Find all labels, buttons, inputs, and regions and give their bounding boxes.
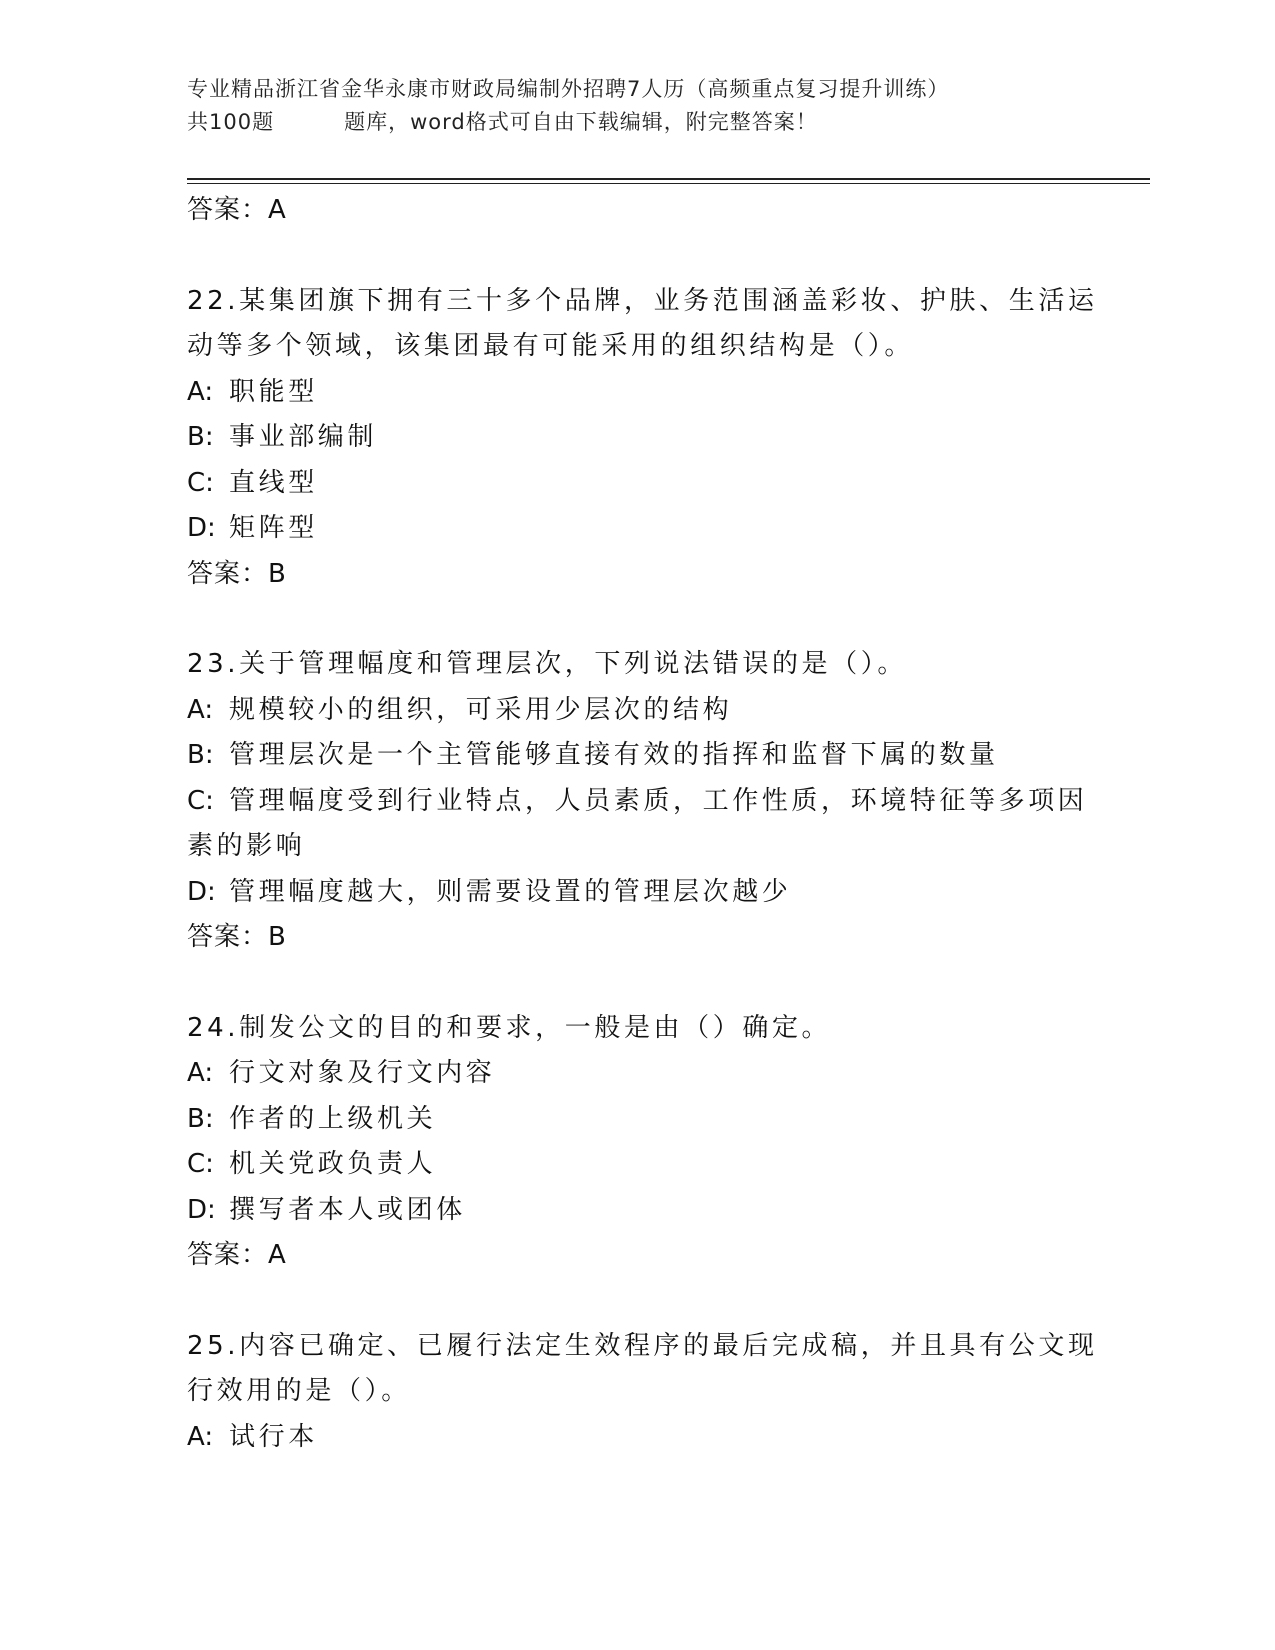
question-24-option-d bbox=[187, 1188, 1087, 1234]
option-text: 管理幅度受到行业特点，人员素质，工作性质，环境特征等多项因 bbox=[229, 785, 1088, 816]
option-letter: A: bbox=[187, 694, 214, 725]
header-divider-thin bbox=[187, 183, 1150, 184]
option-text: 试行本 bbox=[229, 1421, 318, 1452]
header-note: 题库，word格式可自由下载编辑，附完整答案！ bbox=[344, 110, 818, 134]
question-22-stem-1: 22.某集团旗下拥有三十多个品牌，业务范围涵盖彩妆、护肤、生活运 bbox=[187, 285, 1098, 316]
answer-23: 答案：B bbox=[187, 922, 287, 952]
question-24-option-c bbox=[187, 1142, 1087, 1188]
header-question-count: 共100题 bbox=[187, 110, 275, 134]
question-23-option-a bbox=[187, 688, 1087, 734]
question-23-option-c bbox=[187, 779, 1087, 825]
question-24-stem-1: 24.制发公文的目的和要求，一般是由（）确定。 bbox=[187, 1012, 832, 1043]
question-24-option-a bbox=[187, 1051, 1087, 1097]
option-text: 作者的上级机关 bbox=[229, 1103, 437, 1134]
option-text: 直线型 bbox=[229, 467, 318, 498]
question-22-option-d bbox=[187, 506, 1087, 552]
question-list bbox=[187, 188, 1098, 1460]
option-letter: B: bbox=[187, 740, 214, 770]
option-text: 管理幅度越大，则需要设置的管理层次越少 bbox=[229, 876, 792, 907]
option-text: 职能型 bbox=[229, 376, 318, 407]
question-25-stem-2: 行效用的是（）。 bbox=[187, 1376, 411, 1406]
option-text: 撰写者本人或团体 bbox=[229, 1194, 466, 1225]
option-letter: C: bbox=[187, 467, 214, 498]
option-letter: C: bbox=[187, 1149, 214, 1179]
answer-22: 答案：B bbox=[187, 558, 287, 589]
option-text: 机关党政负责人 bbox=[229, 1149, 437, 1179]
question-24-option-b bbox=[187, 1097, 1087, 1143]
option-letter: D: bbox=[187, 513, 216, 543]
answer-21: 答案：A bbox=[187, 195, 287, 225]
question-23-option-c-cont: 素的影响 bbox=[187, 831, 306, 861]
question-23-option-d bbox=[187, 870, 1087, 916]
option-letter: A: bbox=[187, 376, 214, 407]
option-letter: B: bbox=[187, 422, 214, 452]
question-22-stem-2: 动等多个领域，该集团最有可能采用的组织结构是（）。 bbox=[187, 331, 915, 361]
option-letter: C: bbox=[187, 785, 214, 816]
option-letter: D: bbox=[187, 876, 216, 907]
option-text: 矩阵型 bbox=[229, 513, 318, 543]
option-text: 行文对象及行文内容 bbox=[229, 1058, 496, 1088]
question-22-option-a bbox=[187, 370, 1087, 416]
question-23-option-b bbox=[187, 733, 1087, 779]
option-letter: A: bbox=[187, 1058, 214, 1088]
page-header bbox=[187, 73, 1147, 139]
option-text: 事业部编制 bbox=[229, 422, 378, 452]
header-divider-thick bbox=[187, 178, 1150, 180]
question-23-stem-1: 23.关于管理幅度和管理层次，下列说法错误的是（）。 bbox=[187, 649, 907, 679]
header-title: 专业精品浙江省金华永康市财政局编制外招聘7人历（高频重点复习提升训练） bbox=[187, 77, 950, 101]
option-letter: B: bbox=[187, 1103, 214, 1134]
question-22-option-b bbox=[187, 415, 1087, 461]
question-25-stem-1: 25.内容已确定、已履行法定生效程序的最后完成稿，并且具有公文现 bbox=[187, 1330, 1098, 1361]
question-25-option-a bbox=[187, 1415, 1087, 1461]
option-letter: A: bbox=[187, 1421, 214, 1452]
answer-24: 答案：A bbox=[187, 1240, 287, 1270]
option-letter: D: bbox=[187, 1194, 216, 1225]
question-22-option-c bbox=[187, 461, 1087, 507]
option-text: 管理层次是一个主管能够直接有效的指挥和监督下属的数量 bbox=[229, 740, 999, 770]
header-subtitle bbox=[187, 106, 1147, 139]
option-text: 规模较小的组织，可采用少层次的结构 bbox=[229, 694, 733, 725]
